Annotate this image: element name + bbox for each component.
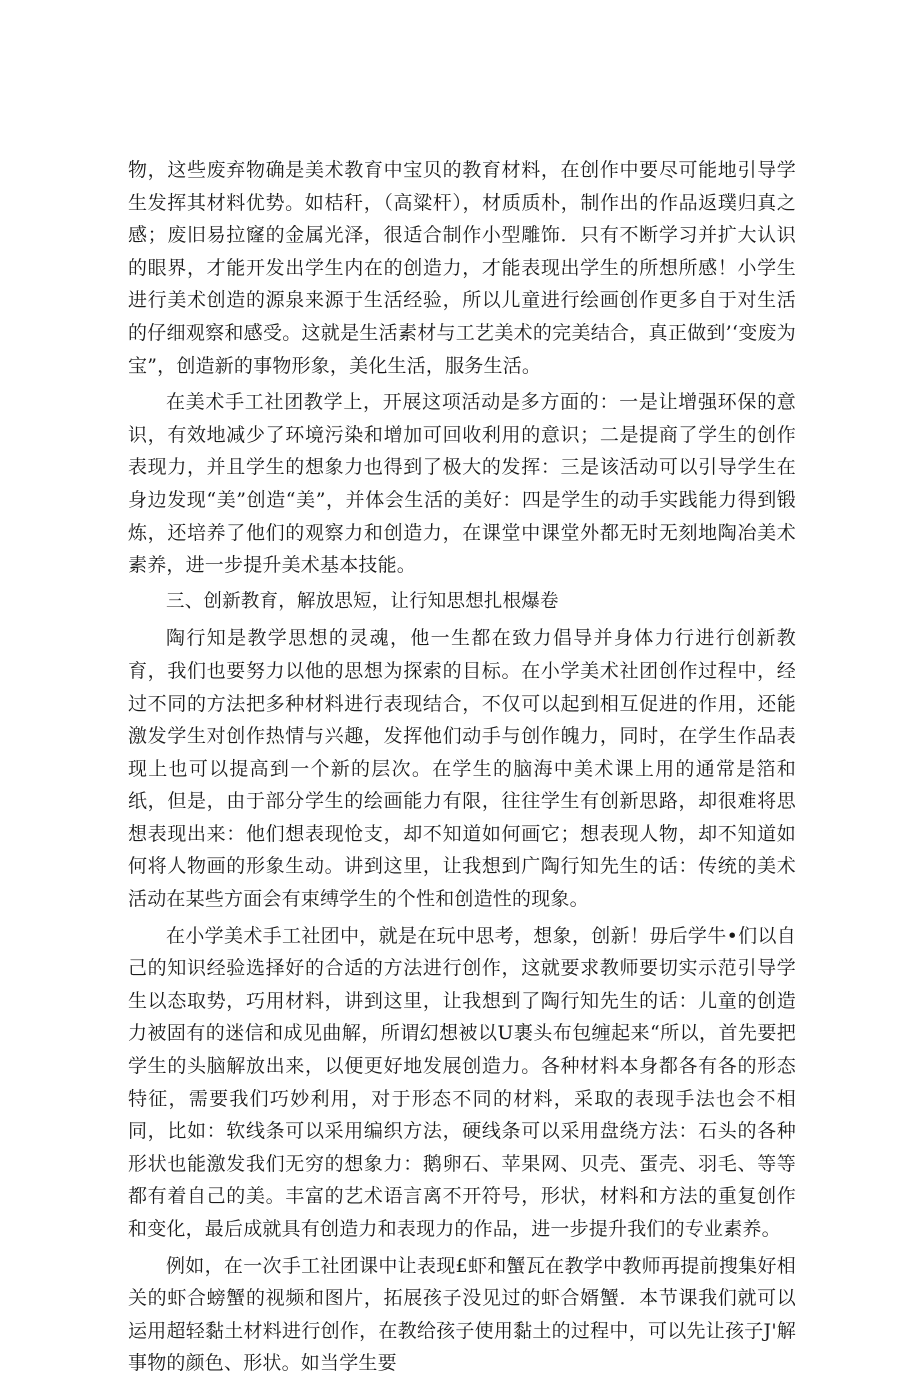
paragraph-handcraft-club: 在小学美术手工社团中，就是在玩中思考，想象，创新！毋后学牛•们以自己的知识经验选择好的合适的方法进行创作，这就要求教师要切实示范引导学生以态取势，巧用材料，讲到这里，让我想到了陶行知先生的话：儿童的创造力被固有的迷信和成见曲解，所谓幻想被以U裹头布包缠起来“所以，首先要把学生的头脑解放出来，以便更好地发展创造力。各种材料本身都各有各的形态特征，需要我们巧妙利用，对于形态不同的材料，采取的表现手法也会不相同，比如：软线条可以采用编织方法，硬线条可以采用盘绕方法：石头的各种形状也能激发我们无穷的想象力：鹅卵石、苹果网、贝壳、蛋壳、羽毛、等等都有着自己的美。丰富的艺术语言离不开符号，形状，材料和方法的重复创作和变化，最后成就具有创造力和表现力的作品，进一步提升我们的专业素养。	[128, 924, 796, 1240]
paragraph-example: 例如，在一次手工社团课中让表现£虾和蟹瓦在教学中教师再提前搜集好相关的虾合螃蟹的视频和图片，拓展孩子没见过的虾合婿蟹．本节课我们就可以运用超轻黏土材料进行创作，在教给孩子使用黏土的过程中，可以先让孩子J'解事物的颜色、形状。如当学生要	[128, 1254, 796, 1375]
paragraph-tao-xingzhi: 陶行知是教学思想的灵魂，他一生都在致力倡导并身体力行进行创新教育，我们也要努力以他的思想为探索的目标。在小学美术社团创作过程中，经过不同的方法把多种材料进行表现结合，不仅可以起到相互促进的作用，还能激发学生对创作热情与兴趣，发挥他们动手与创作魄力，同时，在学生作品表现上也可以提高到一个新的层次。在学生的脑海中美术课上用的通常是箔和纸，但是，由于部分学生的绘画能力有限，往往学生有创新思路，却很难将思想表现出来：他们想表现怆支，却不知道如何画它；想表现人物，却不知道如何将人物画的形象生动。讲到这里，让我想到广陶行知先生的话：传统的美术活动在某些方面会有束缚学生的个性和创造性的现象。	[128, 627, 796, 911]
paragraph-club-activity: 在美术手工社团教学上，开展这项活动是多方面的：一是让增强环保的意识，有效地减少了环境污染和增加可回收利用的意识；二是提商了学生的创作表现力，并且学生的想象力也得到了极大的发挥：三是该活动可以引导学生在身边发现“美”创造“美”，并体会生活的美好：四是学生的动手实践能力得到锻炼，还培养了他们的观察力和创造力，在课堂中课堂外都无时无刻地陶冶美术素养，进一步提升美术基本技能。	[128, 391, 796, 577]
section-heading: 三、创新教育，解放思短，让行知思想扎根爆卷	[166, 590, 559, 612]
document-body	[128, 154, 796, 1384]
paragraph-continuation: 物，这些废弃物确是美术教育中宝贝的教育材料，在创作中要尽可能地引导学生发挥其材料优势。如桔秆，（高粱杆），材质质朴，制作出的作品返璞归真之感；废旧易拉窿的金属光泽，很适合制作小型雕饰．只有不断学习并扩大认识的眼界，才能开发出学生内在的创造力，才能表现出学生的所想所感！小学生进行美术创造的源泉来源于生活经验，所以儿童进行绘画创作更多自于对生活的仔细观察和感受。这就是生活素材与工艺美术的完美结合，真正做到’‘变废为宝”，创造新的事物形象，美化生活，服务生活。	[128, 159, 796, 377]
